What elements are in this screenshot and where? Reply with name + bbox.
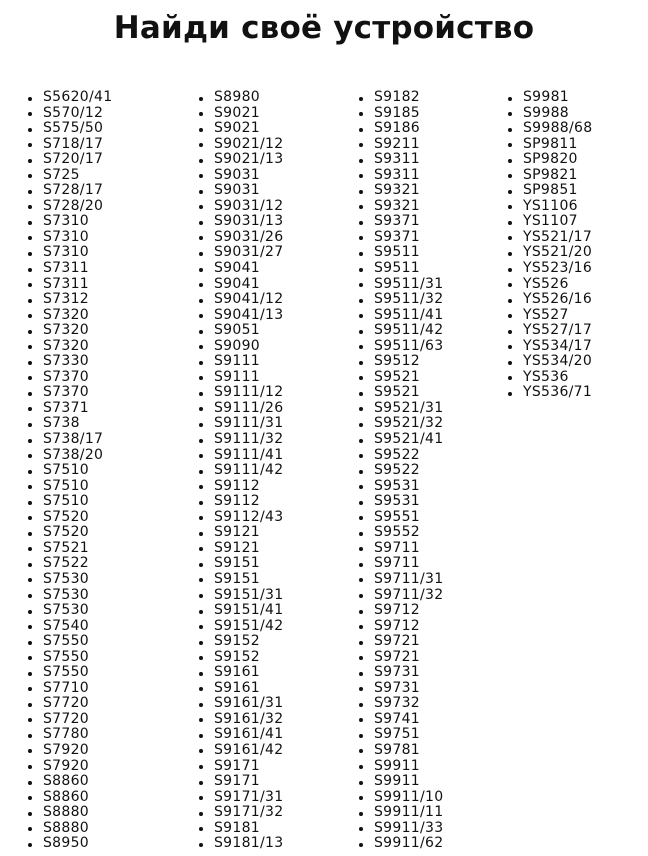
device-model-item: S7550 [43, 665, 112, 681]
device-model-item: YS523/16 [523, 260, 593, 277]
device-model-item: S9161 [214, 681, 283, 697]
device-model-item: S738/20 [43, 448, 112, 464]
device-model-item: S9712 [374, 603, 443, 619]
device-model-item: S7521 [43, 541, 112, 557]
device-model-item: S725 [43, 168, 112, 184]
device-model-item: YS1106 [523, 199, 592, 215]
device-model-item: S9181 [214, 821, 283, 837]
device-model-item: S9371 [374, 214, 443, 230]
device-model-item: S9911/33 [374, 819, 444, 836]
device-model-item: S7510 [43, 463, 112, 479]
device-model-item: S9511/31 [374, 275, 444, 292]
device-model-item: S728/17 [43, 183, 112, 199]
device-model-item: S7330 [43, 354, 112, 370]
device-model-item: S570/12 [43, 106, 112, 122]
device-model-item: S9111/26 [214, 399, 284, 416]
device-model-item: S8980 [214, 90, 283, 106]
device-model-item: S9311 [374, 152, 443, 168]
device-model-item: S7720 [43, 712, 112, 728]
device-model-item: S9531 [374, 479, 443, 495]
device-model-item: S720/17 [43, 152, 112, 168]
device-model-item: S9522 [374, 463, 443, 479]
device-model-item: S9711 [374, 556, 443, 572]
device-model-item: S9021/12 [214, 135, 284, 152]
device-model-item: YS534/17 [523, 337, 593, 354]
device-model-item: S9171/31 [214, 788, 284, 805]
device-model-item: S9151/41 [214, 602, 284, 619]
device-model-item: S9171 [214, 759, 283, 775]
device-model-item: S9371 [374, 230, 443, 246]
page-title: Найди своё устройство [113, 10, 535, 46]
device-model-item: S9161/42 [214, 741, 284, 758]
device-model-item: S7540 [43, 619, 112, 635]
device-model-item: S9511/41 [374, 306, 444, 323]
device-column-4 [523, 90, 592, 401]
device-model-item: S9112 [214, 494, 283, 510]
device-model-item: S7920 [43, 759, 112, 775]
device-model-item: S9988/68 [523, 120, 593, 137]
device-model-item: S9511 [374, 261, 443, 277]
device-model-item: S9981 [523, 90, 592, 106]
device-model-item: S9112/43 [214, 508, 284, 525]
device-model-item: S9711/31 [374, 570, 444, 587]
device-model-item: YS526/16 [523, 291, 593, 308]
device-model-item: S7920 [43, 743, 112, 759]
device-model-item: S9911/10 [374, 788, 444, 805]
device-model-item: S728/20 [43, 199, 112, 215]
device-model-item: S9511/32 [374, 291, 444, 308]
device-column-2 [214, 90, 283, 852]
device-model-item: S9321 [374, 183, 443, 199]
device-model-item: S9151/31 [214, 586, 284, 603]
device-model-item: S7510 [43, 494, 112, 510]
device-model-item: S9182 [374, 90, 443, 106]
device-model-item: S9111 [214, 370, 283, 386]
device-model-item: S9911/11 [374, 804, 444, 821]
device-model-item: S9031 [214, 183, 283, 199]
device-model-item: S9512 [374, 354, 443, 370]
device-model-item: S9511/63 [374, 337, 444, 354]
device-model-item: S8880 [43, 821, 112, 837]
device-model-item: S9161/32 [214, 710, 284, 727]
device-model-item: S9151/42 [214, 617, 284, 634]
device-model-item: S7311 [43, 277, 112, 293]
device-column-1 [43, 90, 112, 852]
device-model-item: S9021/13 [214, 151, 284, 168]
device-model-item: S9732 [374, 696, 443, 712]
device-column-3 [374, 90, 443, 852]
device-model-item: S7530 [43, 603, 112, 619]
device-model-item: S9321 [374, 199, 443, 215]
device-model-item: S9721 [374, 634, 443, 650]
device-model-item: S9031/13 [214, 213, 284, 230]
device-model-item: S9021 [214, 121, 283, 137]
device-model-item: S9031/27 [214, 244, 284, 261]
device-model-item: S9031/12 [214, 197, 284, 214]
device-model-item: S9511/42 [374, 322, 444, 339]
device-model-item: S575/50 [43, 121, 112, 137]
device-model-item: S9021 [214, 106, 283, 122]
device-model-item: S9721 [374, 650, 443, 666]
device-model-item: S9031 [214, 168, 283, 184]
device-model-item: YS526 [523, 277, 592, 293]
device-model-item: S7780 [43, 727, 112, 743]
device-model-item: S9781 [374, 743, 443, 759]
device-model-item: S9751 [374, 727, 443, 743]
device-model-item: S9151 [214, 556, 283, 572]
device-model-item: S7320 [43, 323, 112, 339]
device-model-item: S9211 [374, 137, 443, 153]
device-model-item: S7710 [43, 681, 112, 697]
device-model-item: S9111/12 [214, 384, 284, 401]
device-model-item: S9712 [374, 619, 443, 635]
device-model-item: S7522 [43, 556, 112, 572]
device-model-item: S8860 [43, 774, 112, 790]
device-model-item: S9031/26 [214, 228, 284, 245]
device-model-item: S9311 [374, 168, 443, 184]
device-model-item: S9988 [523, 106, 592, 122]
device-model-item: S9041 [214, 261, 283, 277]
device-model-item: S9711/32 [374, 586, 444, 603]
device-model-item: S9185 [374, 106, 443, 122]
device-model-item: S7370 [43, 370, 112, 386]
device-model-item: S9041/12 [214, 291, 284, 308]
device-model-item: S9171/32 [214, 804, 284, 821]
device-model-item: S9551 [374, 510, 443, 526]
device-model-item: S7310 [43, 230, 112, 246]
device-model-item: S9111/32 [214, 431, 284, 448]
device-model-item: S9151 [214, 572, 283, 588]
device-model-item: S9171 [214, 774, 283, 790]
device-model-item: S9511 [374, 245, 443, 261]
device-model-item: S9051 [214, 323, 283, 339]
device-model-item: S7530 [43, 572, 112, 588]
device-model-item: S718/17 [43, 137, 112, 153]
device-model-item: S9111 [214, 354, 283, 370]
device-model-item: S9121 [214, 541, 283, 557]
device-model-item: S7310 [43, 245, 112, 261]
device-model-item: S7520 [43, 525, 112, 541]
device-model-item: YS536/71 [523, 384, 593, 401]
device-model-item: S7371 [43, 401, 112, 417]
device-model-item: S9111/41 [214, 446, 284, 463]
device-model-item: YS1107 [523, 214, 592, 230]
device-model-item: S9741 [374, 712, 443, 728]
device-model-item: S9711 [374, 541, 443, 557]
device-model-item: S9161/31 [214, 695, 284, 712]
device-model-item: S9731 [374, 681, 443, 697]
device-model-item: S9161 [214, 665, 283, 681]
device-model-item: S9111/31 [214, 415, 284, 432]
device-model-item: S9161/41 [214, 726, 284, 743]
device-model-item: S5620/41 [43, 89, 113, 105]
device-model-item: S9521 [374, 385, 443, 401]
device-model-item: S7370 [43, 385, 112, 401]
device-model-item: S7320 [43, 308, 112, 324]
device-model-item: S9111/42 [214, 462, 284, 479]
device-model-item: S7312 [43, 292, 112, 308]
device-model-item: S9521 [374, 370, 443, 386]
device-model-item: S7550 [43, 650, 112, 666]
device-model-item: YS521/17 [523, 228, 593, 245]
device-model-item: SP9820 [523, 152, 592, 168]
device-model-item: S9041/13 [214, 306, 284, 323]
device-model-item: YS527 [523, 308, 592, 324]
device-model-item: S7520 [43, 510, 112, 526]
device-model-item: S7310 [43, 214, 112, 230]
device-model-item: S9531 [374, 494, 443, 510]
device-model-item: S9090 [214, 339, 283, 355]
device-model-item: S7311 [43, 261, 112, 277]
device-model-item: YS521/20 [523, 244, 593, 261]
device-model-item: S9911 [374, 774, 443, 790]
device-model-item: S9041 [214, 277, 283, 293]
device-model-item: S7530 [43, 588, 112, 604]
device-model-item: S9552 [374, 525, 443, 541]
device-model-item: S738/17 [43, 432, 112, 448]
device-model-item: S9522 [374, 448, 443, 464]
device-model-item: S7320 [43, 339, 112, 355]
device-model-item: S9911/62 [374, 835, 444, 852]
device-model-item: S738 [43, 416, 112, 432]
device-model-item: S9181/13 [214, 835, 284, 852]
device-model-item: S7550 [43, 634, 112, 650]
device-model-item: YS534/20 [523, 353, 593, 370]
device-model-item: S9186 [374, 121, 443, 137]
device-model-item: S9521/41 [374, 431, 444, 448]
device-model-item: S8860 [43, 790, 112, 806]
device-model-item: S7510 [43, 479, 112, 495]
device-model-item: S8950 [43, 836, 112, 852]
device-model-item: S9521/32 [374, 415, 444, 432]
device-model-item: S9152 [214, 650, 283, 666]
device-model-item: SP9851 [523, 183, 592, 199]
device-model-item: S9112 [214, 479, 283, 495]
device-model-item: S9152 [214, 634, 283, 650]
device-model-item: S9731 [374, 665, 443, 681]
device-model-item: S8880 [43, 805, 112, 821]
device-model-item: SP9821 [523, 168, 592, 184]
device-model-item: YS527/17 [523, 322, 593, 339]
device-model-item: S9521/31 [374, 399, 444, 416]
device-model-item: YS536 [523, 370, 592, 386]
device-model-item: SP9811 [523, 137, 592, 153]
device-model-item: S7720 [43, 696, 112, 712]
device-model-item: S9911 [374, 759, 443, 775]
device-model-item: S9121 [214, 525, 283, 541]
